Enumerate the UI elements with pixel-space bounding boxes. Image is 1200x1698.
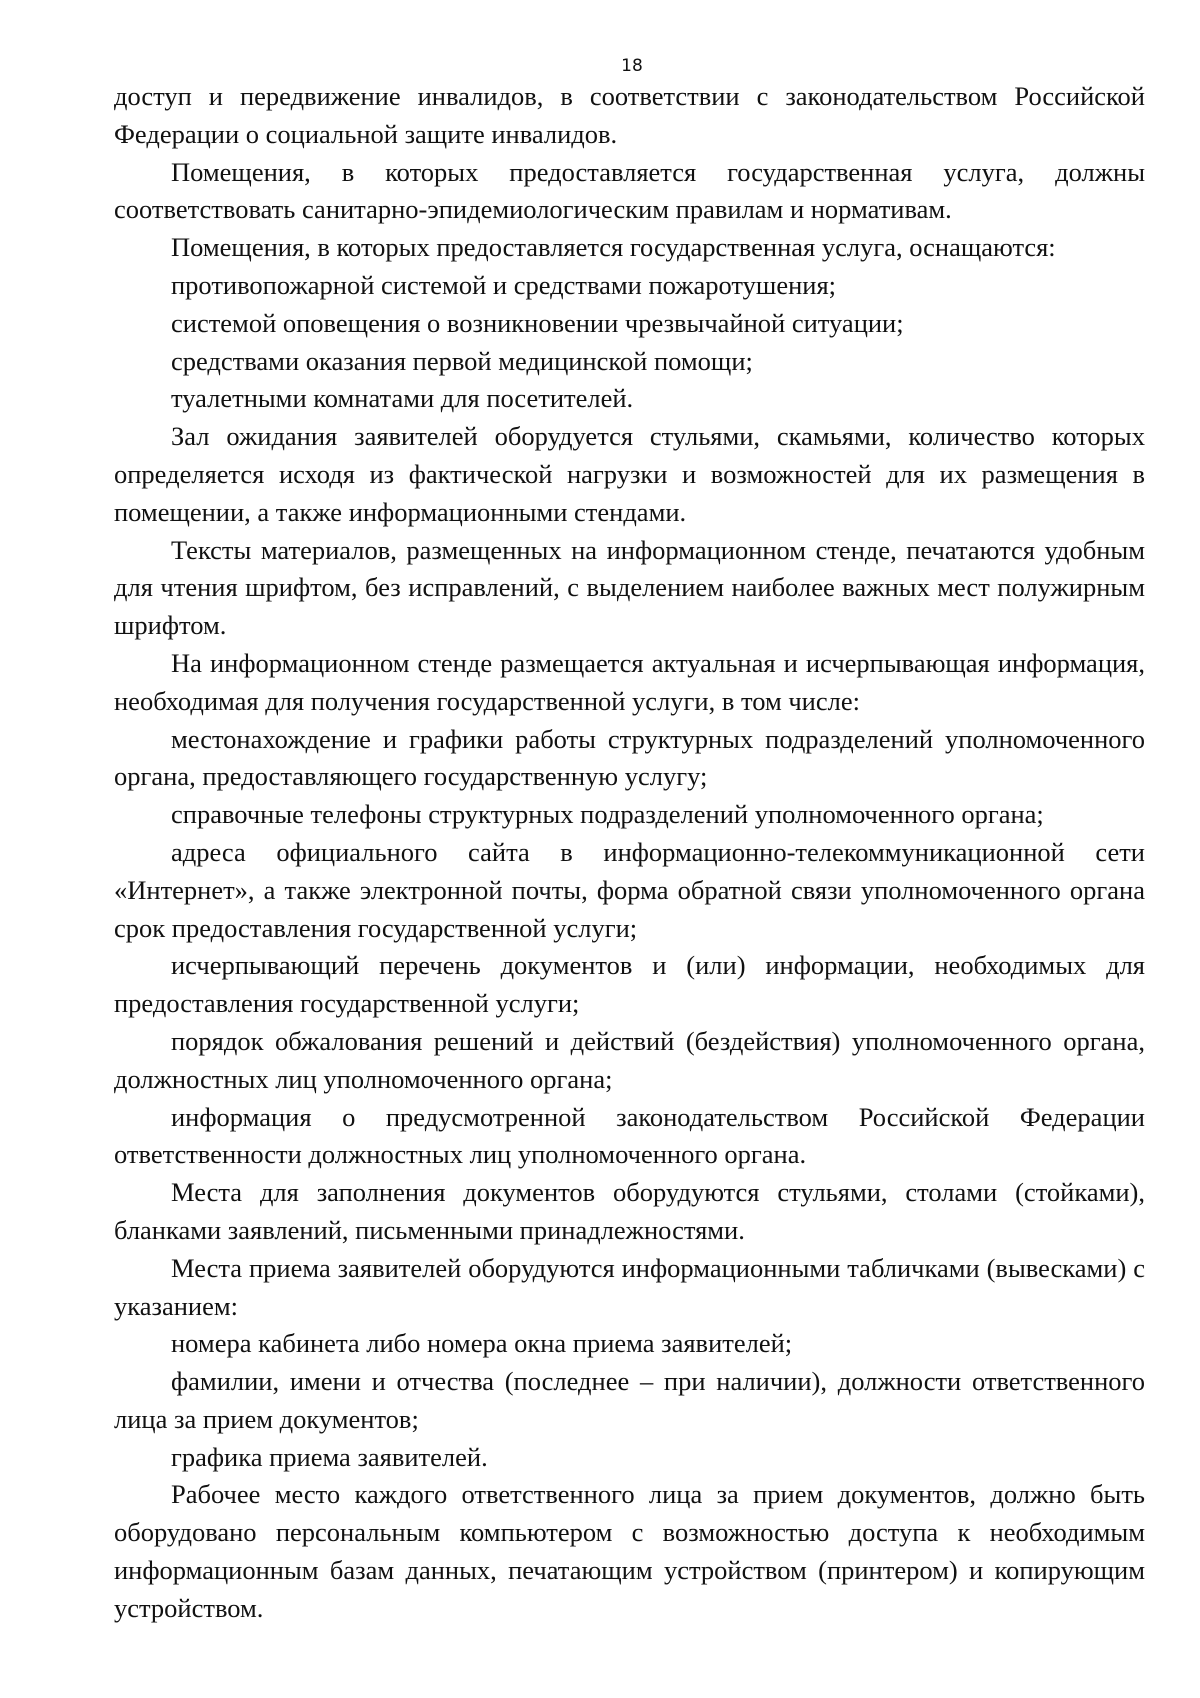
paragraph: Места приема заявителей оборудуются информационными табличками (вывесками) с указанием: [114, 1252, 1145, 1321]
list-item: информация о предусмотренной законодательством Российской Федерации ответственности должностных лиц уполномоченного органа. [114, 1101, 1145, 1170]
paragraph: доступ и передвижение инвалидов, в соответствии с законодательством Российской Федерации о социальной защите инвалидов. [114, 81, 1145, 149]
paragraph: На информационном стенде размещается актуальная и исчерпывающая информация, необходимая для получения государственной услуги, в том числе: [114, 647, 1145, 716]
list-item: графика приема заявителей. [171, 1441, 488, 1472]
list-item: местонахождение и графики работы структурных подразделений уполномоченного органа, предоставляющего государственную услугу; [114, 723, 1145, 792]
list-item: противопожарной системой и средствами пожаротушения; [171, 269, 836, 300]
paragraph: Помещения, в которых предоставляется государственная услуга, должны соответствовать санитарно-эпидемиологическим правилам и нормативам. [114, 156, 1145, 225]
paragraph: Зал ожидания заявителей оборудуется стульями, скамьями, количество которых определяется исходя из фактической нагрузки и возможностей для их размещения в помещении, а также информационными стендами. [114, 421, 1145, 527]
list-item: исчерпывающий перечень документов и (или) информации, необходимых для предоставления государственной услуги; [114, 950, 1145, 1019]
list-item: системой оповещения о возникновении чрезвычайной ситуации; [171, 307, 904, 338]
list-item: справочные телефоны структурных подразделений уполномоченного органа; [171, 799, 1044, 830]
list-item: порядок обжалования решений и действий (бездействия) уполномоченного органа, должностных лиц уполномоченного органа; [114, 1025, 1145, 1094]
document-body [114, 78, 1145, 1628]
list-item: средствами оказания первой медицинской помощи; [171, 345, 753, 376]
page-number: 18 [621, 56, 643, 76]
paragraph: Помещения, в которых предоставляется государственная услуга, оснащаются: [171, 232, 1056, 263]
list-item: туалетными комнатами для посетителей. [171, 383, 634, 414]
list-item: адреса официального сайта в информационно-телекоммуникационной сети «Интернет», а также электронной почты, форма обратной связи уполномоченного органа срок предоставления государственной услуги; [114, 836, 1145, 943]
paragraph: Рабочее место каждого ответственного лица за прием документов, должно быть оборудовано персональным компьютером с возможностью доступа к необходимым информационным базам данных, печатающим устройством (принтером) и копирующим устройством. [114, 1479, 1145, 1623]
list-item: фамилии, имени и отчества (последнее – при наличии), должности ответственного лица за прием документов; [114, 1366, 1145, 1434]
list-item: номера кабинета либо номера окна приема заявителей; [171, 1328, 793, 1359]
paragraph: Места для заполнения документов оборудуются стульями, столами (стойками), бланками заявлений, письменными принадлежностями. [114, 1177, 1145, 1245]
paragraph: Тексты материалов, размещенных на информационном стенде, печатаются удобным для чтения шрифтом, без исправлений, с выделением наиболее важных мест полужирным шрифтом. [114, 534, 1145, 641]
